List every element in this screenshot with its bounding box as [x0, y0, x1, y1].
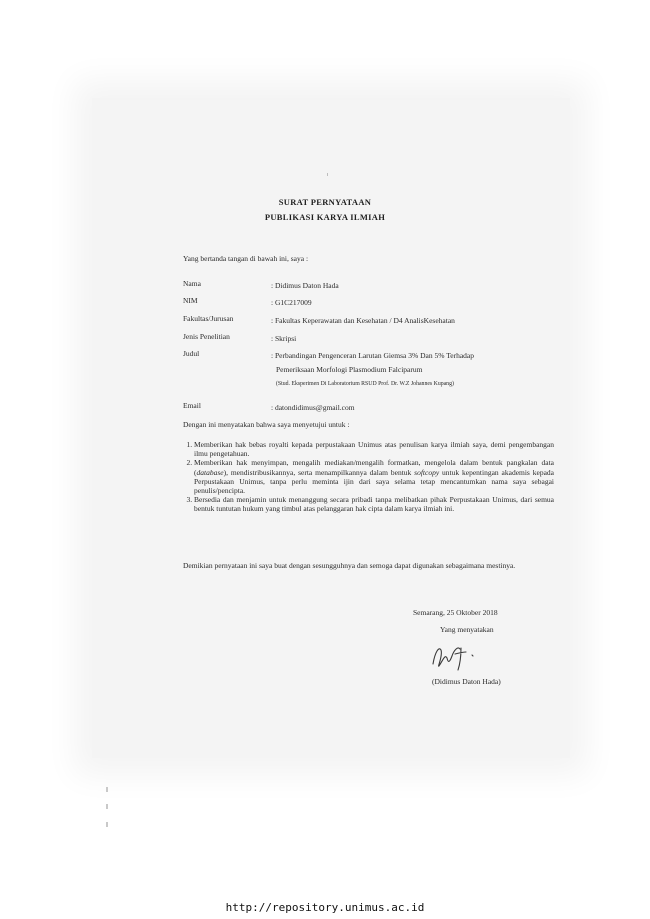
field-value: : Didimus Daton Hada — [271, 281, 339, 290]
list-item: 1. Memberikan hak bebas royalti kepada perpustakaan Unimus atas penulisan karya ilmiah saya, demi pengembangan ilmu pengetahuan. — [194, 440, 554, 458]
scan-mark — [106, 787, 108, 792]
field-value: : G1C217009 — [271, 298, 312, 307]
scan-mark — [106, 822, 108, 827]
field-label: Email — [183, 401, 201, 410]
judul-line-1: : Perbandingan Pengenceran Larutan Giemsa 3% Dan 5% Terhadap — [271, 351, 475, 360]
signer-name: (Didimus Daton Hada) — [432, 677, 501, 686]
field-label: Judul — [183, 349, 200, 358]
list-item: 2. Memberikan hak menyimpan, mengalih mediakan/mengalih formatkan, mengelola dalam bentuk pangkalan data (database), mendistribusikannya, serta menampilkannya dalam bentuk softcopy untuk kepentingan akademis kepada Perpustakaan Unimus, tanpa perlu meminta ijin dari saya selama tetap mencantumkan nama saya sebagai penulis/pencipta. — [194, 458, 554, 495]
judul-line-2: Pemeriksaan Morfologi Plasmodium Falciparum — [276, 365, 423, 374]
field-label: Nama — [183, 279, 201, 288]
field-label: NIM — [183, 296, 198, 305]
list-item: 3. Bersedia dan menjamin untuk menanggung secara pribadi tanpa melibatkan pihak Perpustakaan Unimus, dari semua bentuk tuntutan hukum yang timbul atas pelanggaran hak cipta dalam karya ilmiah ini. — [194, 495, 554, 513]
field-label: Fakultas/Jurusan — [183, 314, 234, 323]
agreement-list — [183, 440, 554, 514]
scan-mark — [106, 804, 108, 809]
document-title: SURAT PERNYATAAN — [278, 197, 372, 207]
judul-line-3: (Stud. Eksperimen Di Laboratorium RSUD Prof. Dr. W.Z Johannes Kupang) — [276, 381, 454, 387]
signature-image — [425, 638, 485, 674]
scan-speck — [327, 173, 328, 176]
signer-role: Yang menyatakan — [440, 625, 494, 634]
field-value — [271, 349, 541, 391]
footer-url: http://repository.unimus.ac.id — [225, 901, 425, 914]
field-value: : Fakultas Keperawatan dan Kesehatan / D4 AnalisKesehatan — [271, 316, 455, 325]
field-label: Jenis Penelitian — [183, 332, 230, 341]
intro-text: Yang bertanda tangan di bawah ini, saya : — [183, 254, 309, 263]
document-subtitle: PUBLIKASI KARYA ILMIAH — [264, 212, 386, 222]
field-value: : Skripsi — [271, 334, 297, 343]
agreement-intro: Dengan ini menyatakan bahwa saya menyetujui untuk : — [183, 420, 350, 429]
place-date: Semarang, 25 Oktober 2018 — [413, 608, 498, 617]
closing-statement: Demikian pernyataan ini saya buat dengan sesungguhnya dan semoga dapat digunakan sebagaimana mestinya. — [183, 561, 516, 570]
field-value: : datondidimus@gmail.com — [271, 403, 355, 412]
